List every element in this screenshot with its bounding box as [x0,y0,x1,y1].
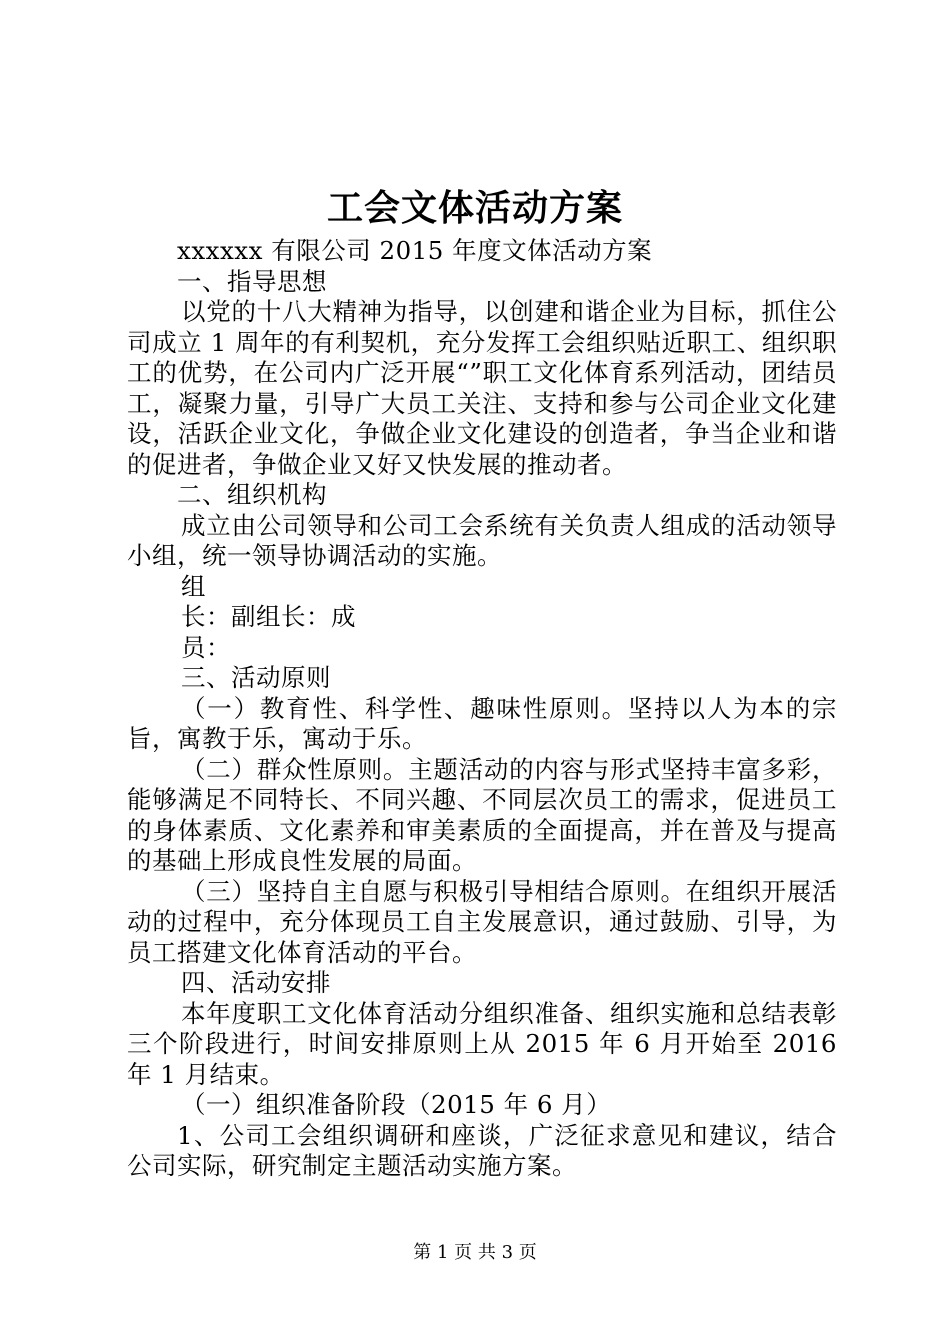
paragraph-guiding-thought: 以党的十八大精神为指导，以创建和谐企业为目标，抓住公司成立 1 周年的有利契机，充分发挥工会组织贴近职工、组织职工的优势，在公司内广泛开展“”职工文化体育系列活动，团结员工，凝聚力量，引导广大员工关注、支持和参与公司企业文化建设，活跃企业文化，争做企业文化建设的创造者，争当企业和谐的促进者，争做企业又好又快发展的推动者。 [127,297,837,479]
org-line-members: 员： [181,632,231,662]
paragraph-principle-3: （三）坚持自主自愿与积极引导相结合原则。在组织开展活动的过程中，充分体现员工自主发展意识，通过鼓励、引导，为员工搭建文化体育活动的平台。 [127,876,837,967]
section-heading-arrangement: 四、活动安排 [181,968,331,997]
subsection-heading-preparation: （一）组织准备阶段（2015 年 6 月） [181,1090,612,1119]
org-line-deputy: 长：副组长：成 [181,602,356,631]
plan-subtitle: xxxxxx 有限公司 2015 年度文体活动方案 [177,236,653,265]
paragraph-organization: 成立由公司领导和公司工会系统有关负责人组成的活动领导小组，统一领导协调活动的实施。 [127,510,837,570]
section-heading-principles: 三、活动原则 [181,663,331,692]
document-body [127,236,837,1182]
page-indicator: 第 1 页 共 3 页 [413,1242,537,1263]
paragraph-preparation-1: 1、公司工会组织调研和座谈，广泛征求意见和建议，结合公司实际，研究制定主题活动实施方案。 [127,1120,837,1180]
paragraph-arrangement: 本年度职工文化体育活动分组织准备、组织实施和总结表彰三个阶段进行，时间安排原则上从 2015 年 6 月开始至 2016 年 1 月结束。 [127,998,837,1089]
paragraph-principle-1: （一）教育性、科学性、趣味性原则。坚持以人为本的宗旨，寓教于乐，寓动于乐。 [127,693,837,753]
section-heading-organization: 二、组织机构 [177,480,327,509]
paragraph-principle-2: （二）群众性原则。主题活动的内容与形式坚持丰富多彩，能够满足不同特长、不同兴趣、不同层次员工的需求，促进员工的身体素质、文化素养和审美素质的全面提高，并在普及与提高的基础上形成良性发展的局面。 [127,754,837,875]
section-heading-guiding-thought: 一、指导思想 [177,266,327,296]
page-title: 工会文体活动方案 [326,187,623,229]
org-line-leader: 组 [181,571,206,601]
